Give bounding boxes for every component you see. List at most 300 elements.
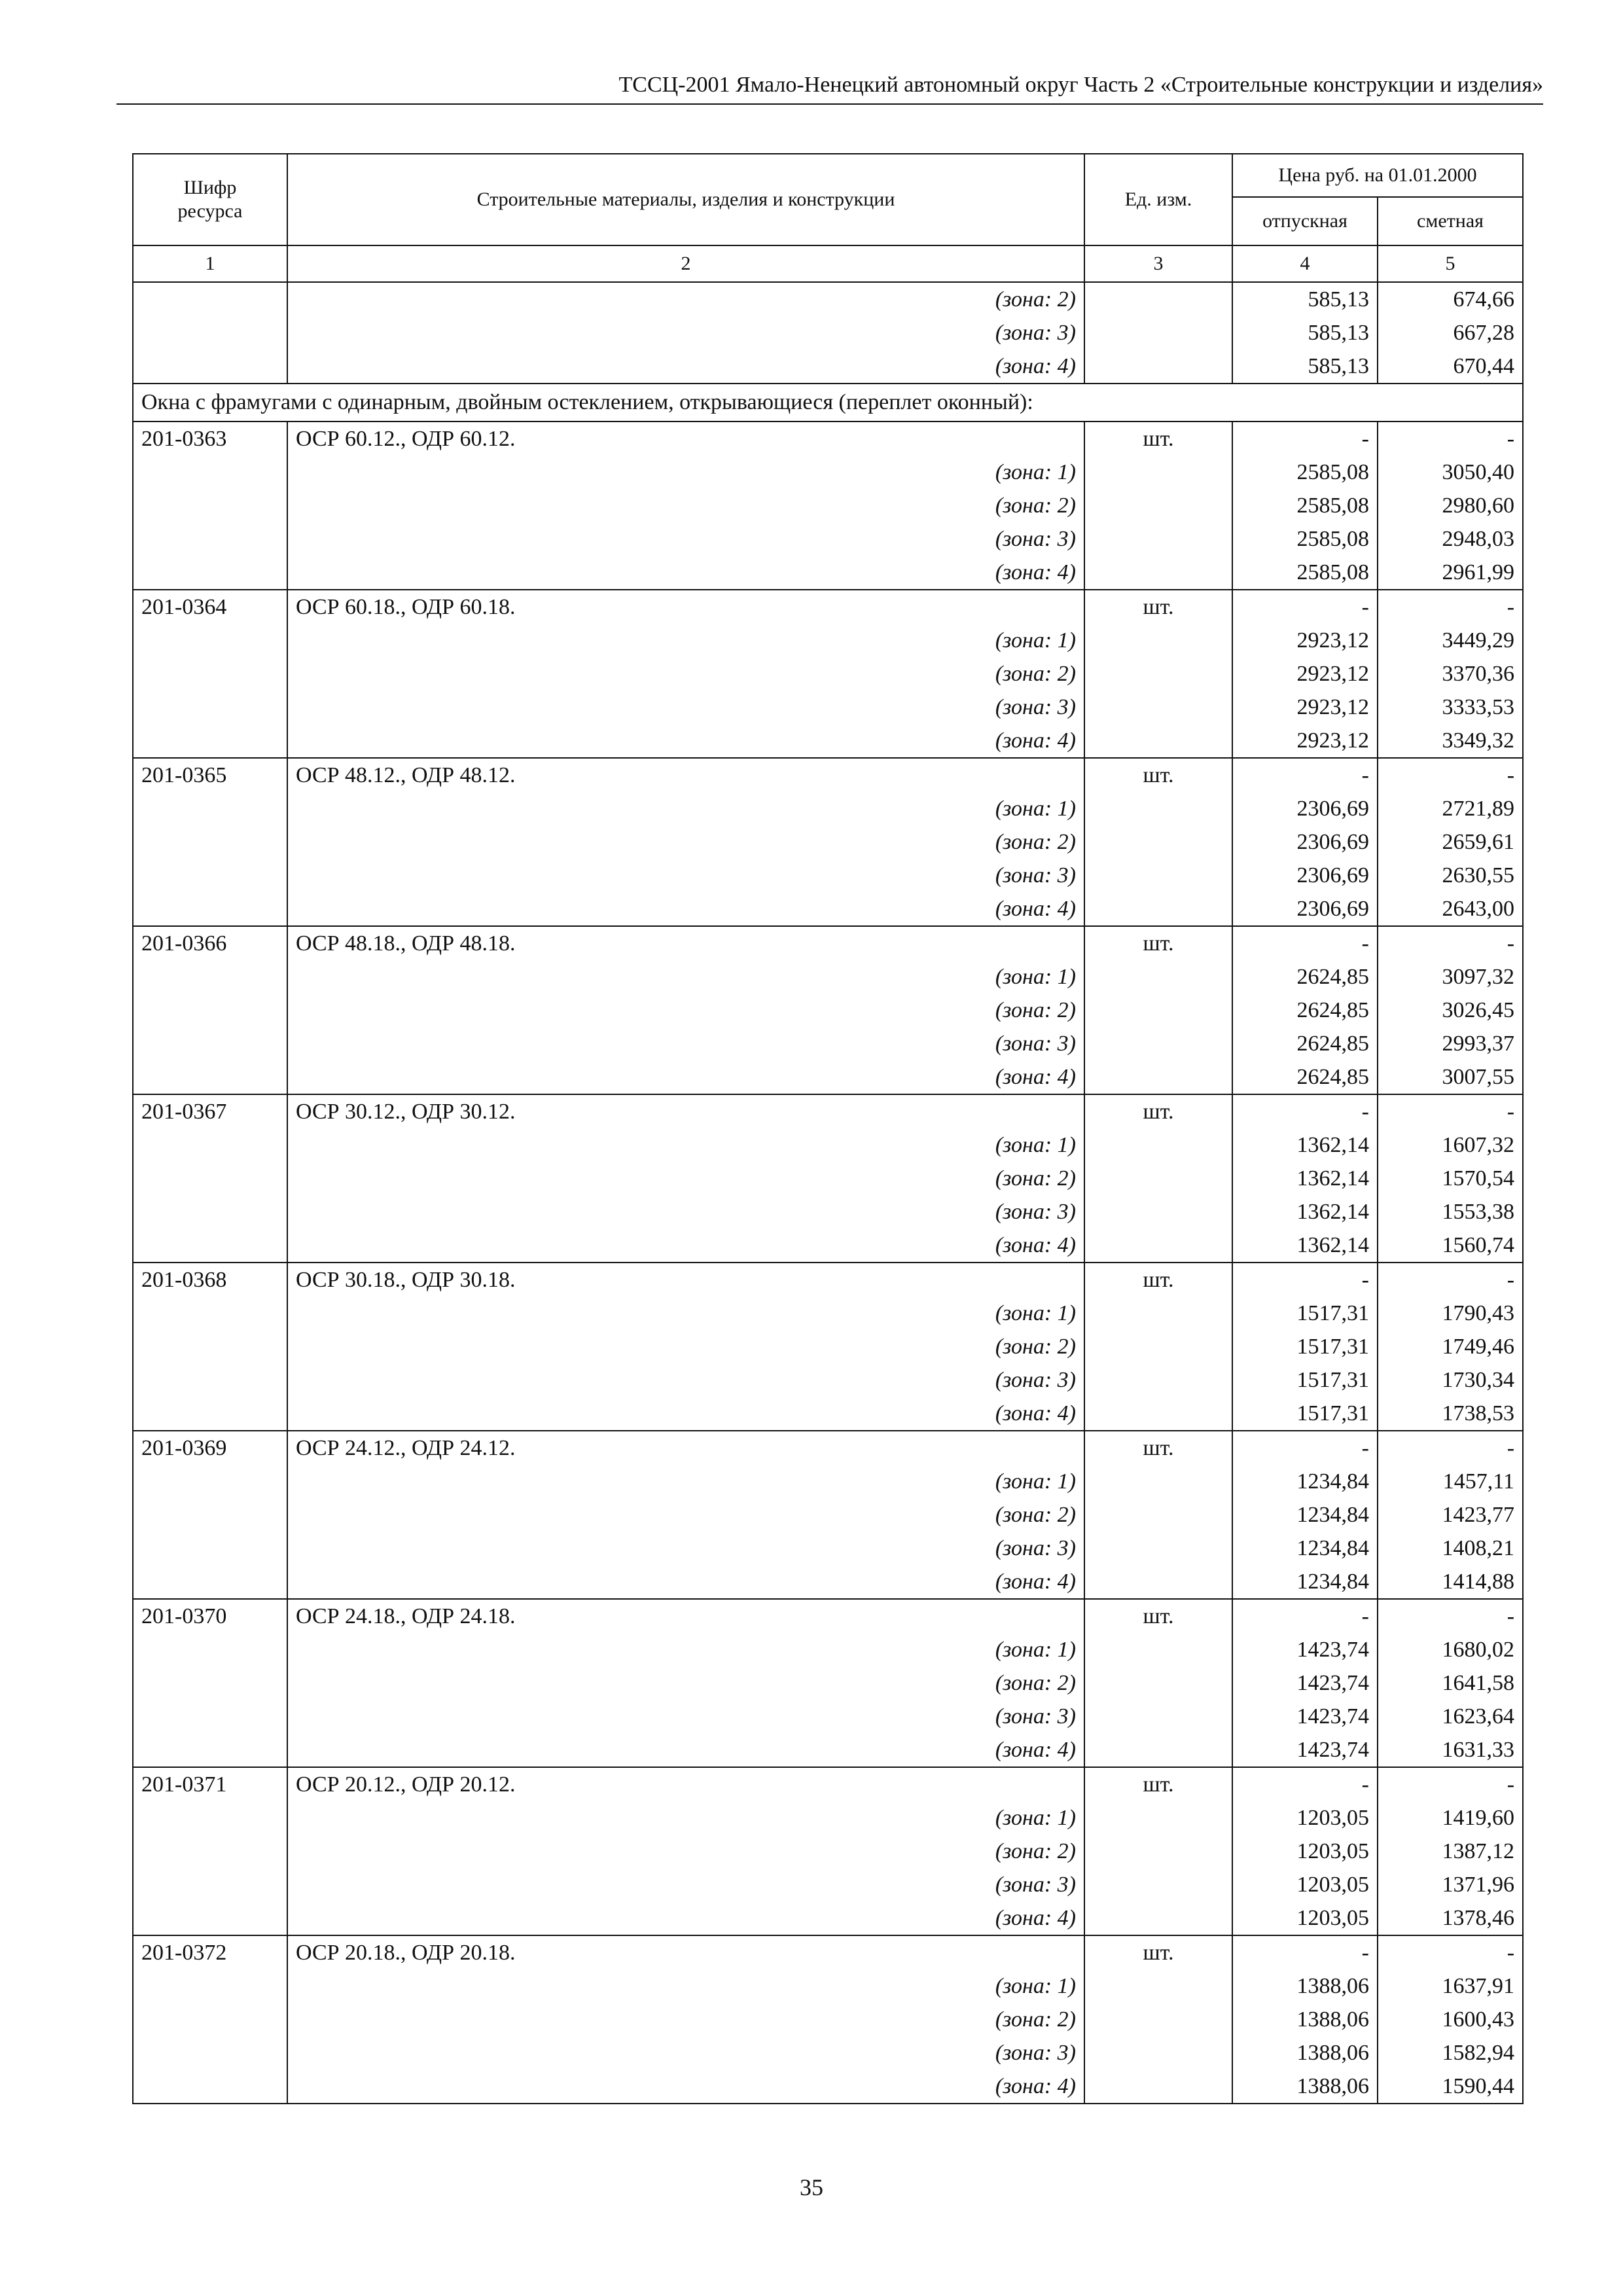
unit-cell: [1084, 994, 1232, 1027]
table-row: [133, 2003, 1523, 2036]
unit-cell: [1084, 282, 1232, 316]
release-price: 1423,74: [1232, 1666, 1378, 1700]
estimate-price: 3026,45: [1378, 994, 1523, 1027]
zone-label: (зона: 3): [287, 316, 1084, 350]
estimate-price: 1590,44: [1378, 2070, 1523, 2104]
zone-label: (зона: 4): [287, 1229, 1084, 1263]
release-price: -: [1232, 590, 1378, 624]
item-name: ОСР 60.12., ОДР 60.12.: [287, 422, 1084, 456]
table-row: [133, 1599, 1523, 1633]
code-cell: [133, 691, 287, 724]
zone-label: (зона: 1): [287, 1633, 1084, 1666]
estimate-price: 2980,60: [1378, 489, 1523, 522]
table-row: [133, 1733, 1523, 1767]
zone-label: (зона: 1): [287, 1801, 1084, 1835]
running-header: ТССЦ-2001 Ямало-Ненецкий автономный округ Часть 2 «Строительные конструкции и изделия»: [618, 73, 1543, 97]
unit-cell: [1084, 1297, 1232, 1330]
estimate-price: -: [1378, 590, 1523, 624]
unit-cell: [1084, 1801, 1232, 1835]
unit-cell: [1084, 350, 1232, 384]
unit-cell: [1084, 825, 1232, 859]
release-price: 1423,74: [1232, 1633, 1378, 1666]
estimate-price: 2630,55: [1378, 859, 1523, 892]
unit-cell: [1084, 1666, 1232, 1700]
code-cell: [133, 1397, 287, 1431]
table-row: [133, 1767, 1523, 1801]
resource-code: 201-0365: [133, 758, 287, 792]
release-price: 1517,31: [1232, 1330, 1378, 1363]
zone-label: (зона: 1): [287, 1969, 1084, 2003]
unit-cell: [1084, 1027, 1232, 1060]
table-row: [133, 960, 1523, 994]
table-row: [133, 2036, 1523, 2070]
estimate-price: 3007,55: [1378, 1060, 1523, 1094]
table-row: [133, 422, 1523, 456]
resource-code: 201-0366: [133, 926, 287, 960]
release-price: 1203,05: [1232, 1835, 1378, 1868]
release-price: 585,13: [1232, 350, 1378, 384]
table-row: [133, 1801, 1523, 1835]
col-number-2: 2: [287, 245, 1084, 282]
release-price: 1517,31: [1232, 1297, 1378, 1330]
estimate-price: 1582,94: [1378, 2036, 1523, 2070]
code-cell: [133, 1229, 287, 1263]
estimate-price: 2961,99: [1378, 556, 1523, 590]
estimate-price: 1414,88: [1378, 1565, 1523, 1599]
code-cell: [133, 1532, 287, 1565]
table-row: [133, 859, 1523, 892]
table-row: [133, 1094, 1523, 1128]
item-name: ОСР 24.12., ОДР 24.12.: [287, 1431, 1084, 1465]
unit-cell: [1084, 657, 1232, 691]
zone-label: (зона: 4): [287, 1901, 1084, 1935]
estimate-price: -: [1378, 422, 1523, 456]
estimate-price: 1680,02: [1378, 1633, 1523, 1666]
code-cell: [133, 892, 287, 926]
estimate-price: -: [1378, 1599, 1523, 1633]
unit-cell: [1084, 1835, 1232, 1868]
estimate-price: 1641,58: [1378, 1666, 1523, 1700]
release-price: 2923,12: [1232, 657, 1378, 691]
table-row: [133, 556, 1523, 590]
unit-cell: шт.: [1084, 590, 1232, 624]
zone-label: (зона: 3): [287, 1195, 1084, 1229]
release-price: -: [1232, 1263, 1378, 1297]
zone-label: (зона: 1): [287, 792, 1084, 825]
table-row: [133, 926, 1523, 960]
zone-label: (зона: 2): [287, 994, 1084, 1027]
unit-cell: [1084, 456, 1232, 489]
unit-cell: шт.: [1084, 1767, 1232, 1801]
zone-label: (зона: 4): [287, 892, 1084, 926]
unit-cell: [1084, 1565, 1232, 1599]
col-number-1: 1: [133, 245, 287, 282]
release-price: 1203,05: [1232, 1868, 1378, 1901]
unit-cell: [1084, 2070, 1232, 2104]
table-row: [133, 624, 1523, 657]
table-row: [133, 1431, 1523, 1465]
code-cell: [133, 1633, 287, 1666]
estimate-price: -: [1378, 1263, 1523, 1297]
estimate-price: 2643,00: [1378, 892, 1523, 926]
release-price: 2923,12: [1232, 724, 1378, 758]
zone-label: (зона: 1): [287, 1128, 1084, 1162]
estimate-price: 1553,38: [1378, 1195, 1523, 1229]
unit-cell: шт.: [1084, 758, 1232, 792]
code-cell: [133, 1465, 287, 1498]
release-price: -: [1232, 422, 1378, 456]
release-price: 2585,08: [1232, 489, 1378, 522]
estimate-price: 2993,37: [1378, 1027, 1523, 1060]
release-price: 2624,85: [1232, 994, 1378, 1027]
col-header-unit: Ед. изм.: [1084, 154, 1232, 245]
zone-label: (зона: 2): [287, 2003, 1084, 2036]
table-row: [133, 1195, 1523, 1229]
unit-cell: [1084, 1229, 1232, 1263]
code-cell: [133, 1733, 287, 1767]
page-number: 35: [800, 2174, 823, 2200]
table-row: [133, 758, 1523, 792]
unit-cell: [1084, 1498, 1232, 1532]
col-header-price: Цена руб. на 01.01.2000: [1232, 154, 1523, 197]
table-row: [133, 522, 1523, 556]
estimate-price: -: [1378, 926, 1523, 960]
release-price: -: [1232, 1094, 1378, 1128]
estimate-price: 670,44: [1378, 350, 1523, 384]
estimate-price: -: [1378, 758, 1523, 792]
estimate-price: -: [1378, 1431, 1523, 1465]
zone-label: (зона: 1): [287, 456, 1084, 489]
zone-label: (зона: 4): [287, 2070, 1084, 2104]
code-cell: [133, 825, 287, 859]
zone-label: (зона: 1): [287, 1465, 1084, 1498]
unit-cell: шт.: [1084, 1935, 1232, 1969]
resource-code: 201-0369: [133, 1431, 287, 1465]
release-price: 1362,14: [1232, 1195, 1378, 1229]
table-row: [133, 1060, 1523, 1094]
section-title: Окна с фрамугами с одинарным, двойным остеклением, открывающиеся (переплет оконный):: [133, 384, 1523, 422]
zone-label: (зона: 2): [287, 657, 1084, 691]
code-cell: [133, 994, 287, 1027]
col-number-3: 3: [1084, 245, 1232, 282]
code-cell: [133, 489, 287, 522]
table-row: [133, 1700, 1523, 1733]
unit-cell: шт.: [1084, 1263, 1232, 1297]
release-price: 2624,85: [1232, 1060, 1378, 1094]
estimate-price: 1749,46: [1378, 1330, 1523, 1363]
zone-label: (зона: 1): [287, 1297, 1084, 1330]
zone-label: (зона: 3): [287, 1868, 1084, 1901]
release-price: 1203,05: [1232, 1901, 1378, 1935]
release-price: 1388,06: [1232, 2070, 1378, 2104]
code-cell: [133, 657, 287, 691]
unit-cell: [1084, 1162, 1232, 1195]
zone-label: (зона: 4): [287, 1565, 1084, 1599]
estimate-price: -: [1378, 1094, 1523, 1128]
unit-cell: [1084, 1363, 1232, 1397]
table-row: [133, 2070, 1523, 2104]
zone-label: (зона: 3): [287, 1363, 1084, 1397]
resource-code: 201-0363: [133, 422, 287, 456]
release-price: 2306,69: [1232, 825, 1378, 859]
col-number-4: 4: [1232, 245, 1378, 282]
estimate-price: 1790,43: [1378, 1297, 1523, 1330]
release-price: -: [1232, 1767, 1378, 1801]
estimate-price: 3333,53: [1378, 691, 1523, 724]
estimate-price: 1560,74: [1378, 1229, 1523, 1263]
estimate-price: 1600,43: [1378, 2003, 1523, 2036]
zone-label: (зона: 4): [287, 724, 1084, 758]
table-row: [133, 1465, 1523, 1498]
unit-cell: [1084, 1868, 1232, 1901]
unit-cell: [1084, 1128, 1232, 1162]
estimate-price: 674,66: [1378, 282, 1523, 316]
zone-label: (зона: 4): [287, 350, 1084, 384]
col-header-estimate: сметная: [1378, 197, 1523, 245]
estimate-price: 2721,89: [1378, 792, 1523, 825]
estimate-price: 1387,12: [1378, 1835, 1523, 1868]
release-price: -: [1232, 758, 1378, 792]
unit-cell: [1084, 691, 1232, 724]
unit-cell: [1084, 1969, 1232, 2003]
release-price: -: [1232, 1431, 1378, 1465]
code-cell: [133, 1027, 287, 1060]
item-name: ОСР 20.12., ОДР 20.12.: [287, 1767, 1084, 1801]
table-row: [133, 1363, 1523, 1397]
table-row: [133, 657, 1523, 691]
estimate-price: 667,28: [1378, 316, 1523, 350]
code-cell: [133, 456, 287, 489]
zone-label: (зона: 4): [287, 1733, 1084, 1767]
zone-label: (зона: 4): [287, 556, 1084, 590]
zone-label: (зона: 1): [287, 960, 1084, 994]
table-row: [133, 1263, 1523, 1297]
table-row: [133, 1498, 1523, 1532]
code-cell: [133, 1969, 287, 2003]
resource-code: 201-0370: [133, 1599, 287, 1633]
code-cell: [133, 1162, 287, 1195]
table-row: [133, 590, 1523, 624]
item-name: ОСР 20.18., ОДР 20.18.: [287, 1935, 1084, 1969]
unit-cell: шт.: [1084, 1599, 1232, 1633]
unit-cell: [1084, 792, 1232, 825]
table-row: [133, 994, 1523, 1027]
zone-label: (зона: 3): [287, 522, 1084, 556]
item-name: ОСР 30.12., ОДР 30.12.: [287, 1094, 1084, 1128]
unit-cell: шт.: [1084, 1431, 1232, 1465]
code-cell: [133, 350, 287, 384]
zone-label: (зона: 2): [287, 489, 1084, 522]
code-cell: [133, 1700, 287, 1733]
code-cell: [133, 1195, 287, 1229]
estimate-price: 1408,21: [1378, 1532, 1523, 1565]
table-row: [133, 1297, 1523, 1330]
unit-cell: шт.: [1084, 926, 1232, 960]
item-name: ОСР 48.18., ОДР 48.18.: [287, 926, 1084, 960]
table-row: [133, 825, 1523, 859]
unit-cell: [1084, 1733, 1232, 1767]
code-cell: [133, 2003, 287, 2036]
unit-cell: шт.: [1084, 1094, 1232, 1128]
zone-label: (зона: 2): [287, 1162, 1084, 1195]
code-cell: [133, 2036, 287, 2070]
release-price: 2306,69: [1232, 892, 1378, 926]
code-cell: [133, 556, 287, 590]
estimate-price: 1637,91: [1378, 1969, 1523, 2003]
col-header-code: Шифр ресурса: [133, 154, 287, 245]
table-row: [133, 456, 1523, 489]
estimate-price: 3050,40: [1378, 456, 1523, 489]
estimate-price: 1631,33: [1378, 1733, 1523, 1767]
code-cell: [133, 792, 287, 825]
section-row: [133, 384, 1523, 422]
zone-label: (зона: 1): [287, 624, 1084, 657]
estimate-price: 3449,29: [1378, 624, 1523, 657]
code-cell: [133, 1666, 287, 1700]
unit-cell: [1084, 489, 1232, 522]
release-price: 1234,84: [1232, 1498, 1378, 1532]
unit-cell: [1084, 960, 1232, 994]
release-price: 1388,06: [1232, 2003, 1378, 2036]
code-cell: [133, 1060, 287, 1094]
estimate-price: 2659,61: [1378, 825, 1523, 859]
estimate-price: 3370,36: [1378, 657, 1523, 691]
resource-code: 201-0367: [133, 1094, 287, 1128]
table-row: [133, 1229, 1523, 1263]
release-price: 585,13: [1232, 282, 1378, 316]
code-cell: [133, 960, 287, 994]
unit-cell: [1084, 556, 1232, 590]
zone-label: (зона: 2): [287, 825, 1084, 859]
header-rule: [116, 103, 1543, 105]
zone-label: (зона: 3): [287, 859, 1084, 892]
estimate-price: 3097,32: [1378, 960, 1523, 994]
zone-label: (зона: 3): [287, 2036, 1084, 2070]
release-price: 1203,05: [1232, 1801, 1378, 1835]
unit-cell: [1084, 1060, 1232, 1094]
release-price: 1234,84: [1232, 1532, 1378, 1565]
code-cell: [133, 624, 287, 657]
table-row: [133, 1633, 1523, 1666]
estimate-price: 1457,11: [1378, 1465, 1523, 1498]
release-price: 585,13: [1232, 316, 1378, 350]
code-cell: [133, 1330, 287, 1363]
release-price: 1423,74: [1232, 1733, 1378, 1767]
unit-cell: [1084, 724, 1232, 758]
code-cell: [133, 282, 287, 316]
table-row: [133, 1027, 1523, 1060]
unit-cell: [1084, 1465, 1232, 1498]
table-row: [133, 282, 1523, 316]
release-price: 1362,14: [1232, 1128, 1378, 1162]
col-header-release: отпускная: [1232, 197, 1378, 245]
table-row: [133, 350, 1523, 384]
table-row: [133, 1532, 1523, 1565]
estimate-price: 1423,77: [1378, 1498, 1523, 1532]
price-table: [132, 153, 1524, 2104]
release-price: 1517,31: [1232, 1363, 1378, 1397]
zone-label: (зона: 2): [287, 1330, 1084, 1363]
resource-code: 201-0364: [133, 590, 287, 624]
table-row: [133, 1162, 1523, 1195]
unit-cell: [1084, 1195, 1232, 1229]
table-row: [133, 892, 1523, 926]
release-price: 1388,06: [1232, 2036, 1378, 2070]
resource-code: 201-0368: [133, 1263, 287, 1297]
item-name: ОСР 30.18., ОДР 30.18.: [287, 1263, 1084, 1297]
unit-cell: [1084, 1532, 1232, 1565]
estimate-price: 2948,03: [1378, 522, 1523, 556]
resource-code: 201-0371: [133, 1767, 287, 1801]
estimate-price: -: [1378, 1935, 1523, 1969]
unit-cell: [1084, 892, 1232, 926]
code-cell: [133, 1835, 287, 1868]
item-name: ОСР 24.18., ОДР 24.18.: [287, 1599, 1084, 1633]
release-price: -: [1232, 1599, 1378, 1633]
table-row: [133, 1969, 1523, 2003]
unit-cell: [1084, 1700, 1232, 1733]
release-price: -: [1232, 926, 1378, 960]
estimate-price: 1419,60: [1378, 1801, 1523, 1835]
code-cell: [133, 1901, 287, 1935]
resource-code: 201-0372: [133, 1935, 287, 1969]
code-cell: [133, 1565, 287, 1599]
col-number-5: 5: [1378, 245, 1523, 282]
release-price: 1517,31: [1232, 1397, 1378, 1431]
unit-cell: [1084, 1397, 1232, 1431]
table-row: [133, 489, 1523, 522]
zone-label: (зона: 3): [287, 1532, 1084, 1565]
release-price: 1234,84: [1232, 1465, 1378, 1498]
table-row: [133, 1565, 1523, 1599]
release-price: 2306,69: [1232, 859, 1378, 892]
release-price: 2585,08: [1232, 522, 1378, 556]
release-price: 1388,06: [1232, 1969, 1378, 2003]
release-price: 2585,08: [1232, 456, 1378, 489]
zone-label: (зона: 2): [287, 282, 1084, 316]
table-row: [133, 1128, 1523, 1162]
unit-cell: [1084, 1330, 1232, 1363]
item-name: ОСР 48.12., ОДР 48.12.: [287, 758, 1084, 792]
table-row: [133, 1901, 1523, 1935]
unit-cell: [1084, 2036, 1232, 2070]
code-cell: [133, 316, 287, 350]
code-cell: [133, 1801, 287, 1835]
estimate-price: 1607,32: [1378, 1128, 1523, 1162]
unit-cell: шт.: [1084, 422, 1232, 456]
unit-cell: [1084, 624, 1232, 657]
unit-cell: [1084, 1633, 1232, 1666]
estimate-price: 1730,34: [1378, 1363, 1523, 1397]
release-price: 1362,14: [1232, 1162, 1378, 1195]
code-cell: [133, 724, 287, 758]
release-price: 1234,84: [1232, 1565, 1378, 1599]
code-cell: [133, 1128, 287, 1162]
estimate-price: -: [1378, 1767, 1523, 1801]
table-row: [133, 792, 1523, 825]
release-price: 2624,85: [1232, 960, 1378, 994]
release-price: -: [1232, 1935, 1378, 1969]
estimate-price: 1378,46: [1378, 1901, 1523, 1935]
table-row: [133, 724, 1523, 758]
table-row: [133, 1835, 1523, 1868]
code-cell: [133, 1498, 287, 1532]
code-cell: [133, 1868, 287, 1901]
table-row: [133, 1397, 1523, 1431]
estimate-price: 1570,54: [1378, 1162, 1523, 1195]
release-price: 1362,14: [1232, 1229, 1378, 1263]
table-row: [133, 1666, 1523, 1700]
